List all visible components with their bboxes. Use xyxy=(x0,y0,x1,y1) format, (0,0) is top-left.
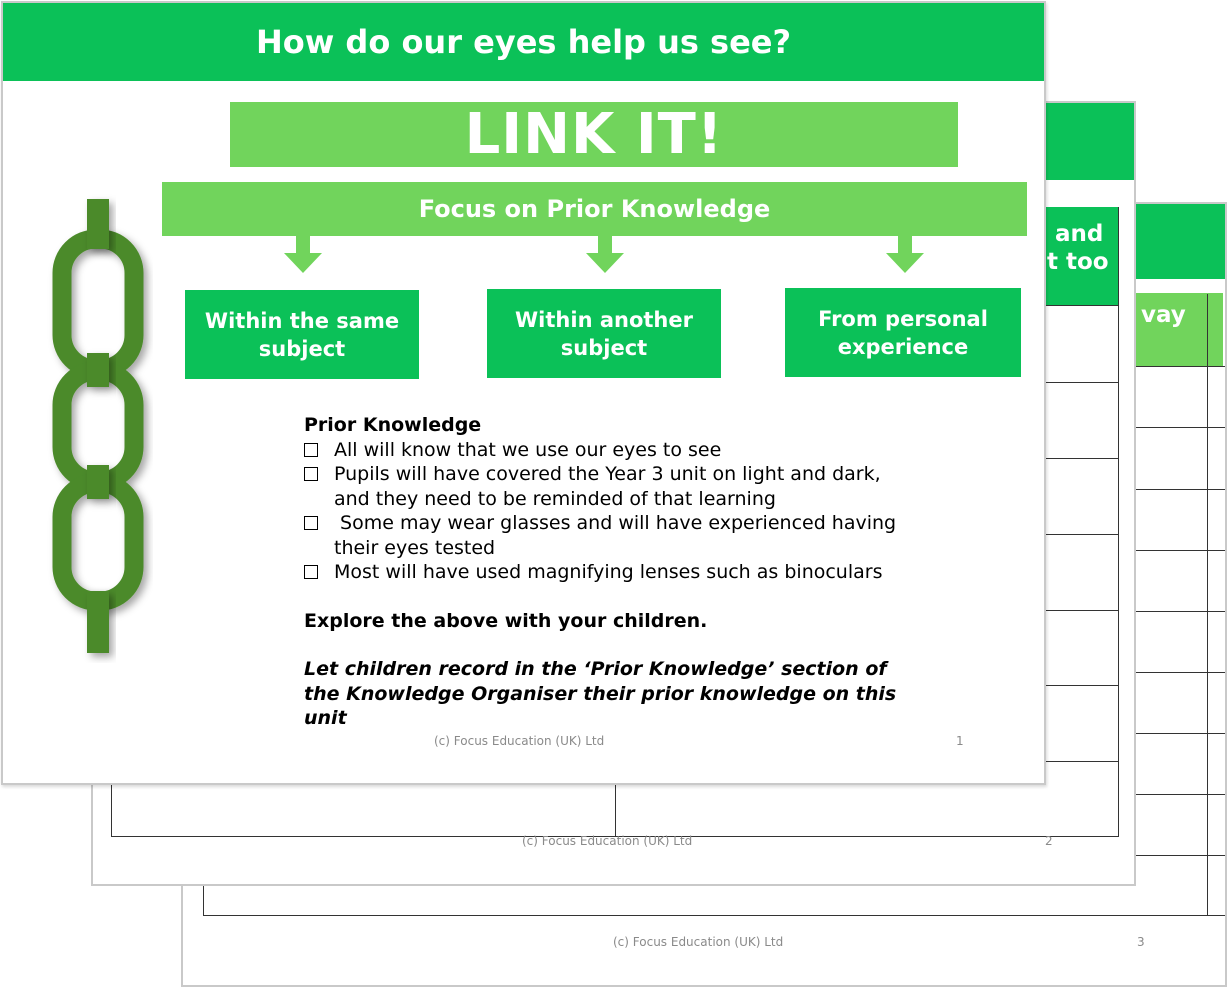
slide-3-header-text: vay xyxy=(1141,302,1186,328)
table-line xyxy=(1135,733,1225,734)
list-item-text: Some may wear glasses and will have experienced having their eyes tested xyxy=(334,512,903,559)
slide-2-header-text-2: t too xyxy=(1047,249,1109,275)
checkbox-icon xyxy=(304,467,318,481)
page-number: 1 xyxy=(956,734,964,748)
checkbox-icon xyxy=(304,565,318,579)
table-line xyxy=(1135,672,1225,673)
chain-icon xyxy=(43,193,153,663)
table-line xyxy=(1135,855,1225,856)
table-line xyxy=(1045,382,1119,383)
page-number: 2 xyxy=(1045,834,1053,848)
box-text-2: subject xyxy=(560,335,648,360)
table-line xyxy=(203,915,1225,916)
down-arrow-icon xyxy=(284,235,322,273)
footer: (c) Focus Education (UK) Ltd xyxy=(613,935,784,949)
table-line xyxy=(1135,489,1225,490)
table-line xyxy=(1045,685,1119,686)
record-instruction: Let children record in the ‘Prior Knowledge’ section of the Knowledge Organiser their prior knowledge on this unit xyxy=(304,658,897,729)
table-line xyxy=(1207,294,1208,916)
table-line xyxy=(1135,550,1225,551)
table-line xyxy=(203,884,204,916)
list-item-text: Pupils will have covered the Year 3 unit on light and dark, and they need to be reminded of that learning xyxy=(334,463,881,510)
table-line xyxy=(615,785,616,837)
page-number: 3 xyxy=(1137,935,1145,949)
table-line xyxy=(1045,305,1119,306)
down-arrow-icon xyxy=(886,235,924,273)
box-text-1: Within the same xyxy=(204,308,400,333)
table-line xyxy=(1135,611,1225,612)
list-item xyxy=(304,438,984,463)
box-text-1: Within another xyxy=(515,307,693,332)
table-line xyxy=(1045,761,1119,762)
table-line xyxy=(1135,427,1225,428)
list-item xyxy=(304,511,984,560)
footer: (c) Focus Education (UK) Ltd xyxy=(434,734,605,748)
down-arrow-icon xyxy=(586,235,624,273)
prior-knowledge-heading: Prior Knowledge xyxy=(304,414,482,436)
list-item xyxy=(304,560,984,585)
footer: (c) Focus Education (UK) Ltd xyxy=(522,834,693,848)
table-line xyxy=(1045,610,1119,611)
table-line xyxy=(1135,794,1225,795)
focus-label: Focus on Prior Knowledge xyxy=(162,182,1027,236)
table-line xyxy=(1135,366,1225,367)
box-text-2: subject xyxy=(258,336,346,361)
prior-knowledge-text xyxy=(304,413,984,731)
box-text-1: From personal xyxy=(818,306,988,331)
box-same-subject xyxy=(185,290,419,379)
list-item-text: Most will have used magnifying lenses such as binoculars xyxy=(334,561,883,583)
box-another-subject xyxy=(487,289,721,378)
table-line xyxy=(1045,458,1119,459)
table-line xyxy=(1045,534,1119,535)
box-text-2: experience xyxy=(837,334,969,359)
checkbox-icon xyxy=(304,443,318,457)
box-personal-experience xyxy=(785,288,1021,377)
table-line xyxy=(1118,207,1119,837)
slide-2-header-text-1: and xyxy=(1055,221,1104,247)
list-item xyxy=(304,462,984,511)
slide-title: How do our eyes help us see? xyxy=(3,3,1044,81)
checkbox-icon xyxy=(304,516,318,530)
list-item-text: All will know that we use our eyes to see xyxy=(334,438,722,461)
explore-instruction: Explore the above with your children. xyxy=(304,609,708,632)
table-line xyxy=(111,785,112,837)
link-it-banner: LINK IT! xyxy=(230,102,958,167)
slide-1 xyxy=(1,1,1046,785)
